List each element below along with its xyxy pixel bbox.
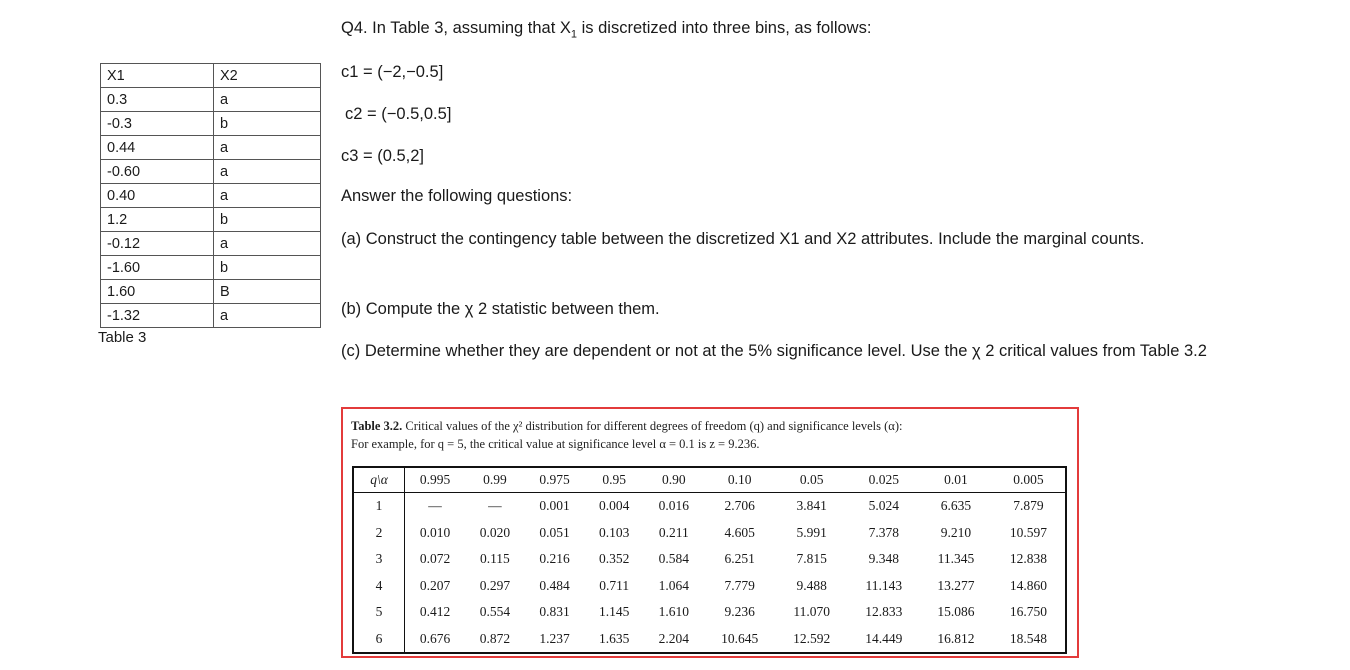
table-3-caption: Table 3 bbox=[98, 329, 147, 346]
table-row bbox=[353, 520, 1066, 547]
alpha-header: 0.01 bbox=[920, 467, 992, 493]
critical-value-cell: 0.216 bbox=[539, 551, 570, 567]
critical-value-cell: 0.831 bbox=[539, 604, 570, 620]
part-a: (a) Construct the contingency table between the discretized X1 and X2 attributes. Include the marginal counts. bbox=[341, 230, 1145, 248]
x2-cell: b bbox=[214, 208, 321, 232]
degrees-of-freedom-cell: 3 bbox=[353, 546, 405, 573]
degrees-of-freedom-cell: 2 bbox=[353, 520, 405, 547]
critical-value-cell: 10.645 bbox=[721, 630, 759, 646]
x1-cell: 0.3 bbox=[101, 88, 214, 112]
critical-value-cell: 16.750 bbox=[1009, 604, 1048, 620]
table-row bbox=[353, 573, 1066, 600]
table-3-body bbox=[101, 64, 321, 328]
bin-1: c1 = (−2,−0.5] bbox=[341, 63, 444, 81]
table-3-header-1: X1 bbox=[101, 64, 214, 88]
critical-value-cell: 1.610 bbox=[658, 604, 689, 620]
critical-value-cell: — bbox=[488, 498, 502, 514]
critical-value-cell: 5.024 bbox=[868, 498, 899, 514]
critical-value-cell: 0.001 bbox=[539, 498, 570, 514]
critical-value-cell: 0.676 bbox=[419, 630, 451, 646]
critical-value-cell: 0.554 bbox=[479, 604, 511, 620]
table-3-header-row bbox=[101, 64, 321, 88]
critical-values-header-row bbox=[353, 467, 1066, 493]
critical-value-cell: 0.711 bbox=[599, 577, 630, 593]
critical-values-figure bbox=[341, 407, 1079, 658]
critical-value-cell: 5.991 bbox=[796, 524, 827, 540]
table-3-header-2: X2 bbox=[214, 64, 321, 88]
table-row bbox=[101, 136, 321, 160]
critical-value-cell: 0.872 bbox=[479, 630, 511, 646]
x2-cell: a bbox=[214, 184, 321, 208]
alpha-header: 0.025 bbox=[848, 467, 920, 493]
critical-value-cell: 11.143 bbox=[865, 577, 903, 593]
critical-value-cell: 15.086 bbox=[937, 604, 975, 620]
bin-3: c3 = (0.5,2] bbox=[341, 147, 425, 165]
critical-value-cell: 12.833 bbox=[865, 604, 903, 620]
critical-value-cell: 4.605 bbox=[724, 524, 755, 540]
critical-value-cell: 0.004 bbox=[598, 498, 630, 514]
table-row bbox=[353, 546, 1066, 573]
alpha-header: 0.995 bbox=[405, 467, 466, 493]
critical-value-cell: 9.210 bbox=[940, 524, 972, 540]
critical-value-cell: 1.145 bbox=[598, 604, 630, 620]
table-row bbox=[353, 626, 1066, 654]
critical-values-body bbox=[353, 493, 1066, 654]
table-row bbox=[101, 304, 321, 328]
table-row bbox=[101, 280, 321, 304]
question-heading-sub: 1 bbox=[570, 28, 578, 41]
critical-value-cell: 1.064 bbox=[658, 577, 689, 593]
degrees-of-freedom-cell: 5 bbox=[353, 599, 405, 626]
critical-value-cell: — bbox=[428, 498, 442, 514]
question-heading bbox=[341, 15, 871, 48]
critical-value-cell: 0.584 bbox=[658, 551, 689, 567]
critical-value-cell: 2.204 bbox=[658, 630, 689, 646]
x1-cell: -0.3 bbox=[101, 112, 214, 136]
alpha-header: 0.10 bbox=[704, 467, 776, 493]
critical-value-cell: 0.115 bbox=[479, 551, 510, 567]
critical-values-table bbox=[352, 466, 1067, 654]
critical-value-cell: 10.597 bbox=[1009, 524, 1048, 540]
caption-line-2: For example, for q = 5, the critical value at significance level α = 0.1 is z = 9.236. bbox=[351, 437, 760, 451]
bin-2: c2 = (−0.5,0.5] bbox=[345, 105, 452, 123]
critical-value-cell: 11.070 bbox=[793, 604, 831, 620]
table-row bbox=[101, 208, 321, 232]
critical-value-cell: 0.051 bbox=[539, 524, 570, 540]
x2-cell: a bbox=[214, 304, 321, 328]
critical-value-cell: 6.251 bbox=[724, 551, 755, 567]
critical-value-cell: 0.072 bbox=[419, 551, 451, 567]
critical-value-cell: 3.841 bbox=[796, 498, 827, 514]
degrees-of-freedom-cell: 6 bbox=[353, 626, 405, 654]
critical-value-cell: 7.779 bbox=[724, 577, 755, 593]
critical-value-cell: 16.812 bbox=[937, 630, 975, 646]
x1-cell: 0.44 bbox=[101, 136, 214, 160]
critical-value-cell: 6.635 bbox=[940, 498, 972, 514]
x2-cell: B bbox=[214, 280, 321, 304]
critical-value-cell: 11.345 bbox=[937, 551, 975, 567]
x2-cell: a bbox=[214, 136, 321, 160]
degrees-of-freedom-cell: 1 bbox=[353, 493, 405, 520]
table-row bbox=[101, 256, 321, 280]
critical-value-cell: 18.548 bbox=[1009, 630, 1048, 646]
part-c: (c) Determine whether they are dependent or not at the 5% significance level. Use the χ 2 critical values from Table 3.2 bbox=[341, 342, 1207, 360]
question-heading-post: is discretized into three bins, as follows: bbox=[577, 19, 872, 37]
table-row bbox=[101, 112, 321, 136]
table-row bbox=[101, 88, 321, 112]
x1-cell: 1.60 bbox=[101, 280, 214, 304]
critical-value-cell: 9.348 bbox=[868, 551, 899, 567]
critical-value-cell: 9.488 bbox=[796, 577, 827, 593]
critical-value-cell: 1.635 bbox=[598, 630, 630, 646]
x1-cell: -1.32 bbox=[101, 304, 214, 328]
table-row bbox=[101, 184, 321, 208]
critical-value-cell: 0.207 bbox=[419, 577, 451, 593]
x2-cell: a bbox=[214, 88, 321, 112]
x1-cell: -1.60 bbox=[101, 256, 214, 280]
x1-cell: 0.40 bbox=[101, 184, 214, 208]
x1-cell: 1.2 bbox=[101, 208, 214, 232]
x2-cell: b bbox=[214, 256, 321, 280]
part-b: (b) Compute the χ 2 statistic between them. bbox=[341, 300, 660, 318]
corner-header: q\α bbox=[353, 467, 405, 493]
critical-value-cell: 7.815 bbox=[796, 551, 827, 567]
x2-cell: b bbox=[214, 112, 321, 136]
alpha-header: 0.05 bbox=[776, 467, 848, 493]
critical-value-cell: 9.236 bbox=[724, 604, 755, 620]
alpha-header: 0.99 bbox=[465, 467, 525, 493]
critical-value-cell: 0.103 bbox=[598, 524, 630, 540]
critical-value-cell: 0.484 bbox=[539, 577, 570, 593]
critical-values-caption bbox=[351, 417, 1071, 453]
table-row bbox=[101, 232, 321, 256]
table-row bbox=[353, 599, 1066, 626]
question-heading-pre: Q4. In Table 3, assuming that X bbox=[341, 19, 571, 37]
x2-cell: a bbox=[214, 160, 321, 184]
critical-value-cell: 0.297 bbox=[479, 577, 511, 593]
alpha-header: 0.95 bbox=[584, 467, 644, 493]
critical-value-cell: 14.860 bbox=[1009, 577, 1048, 593]
alpha-header: 0.90 bbox=[644, 467, 704, 493]
critical-value-cell: 7.378 bbox=[868, 524, 899, 540]
critical-value-cell: 2.706 bbox=[724, 498, 755, 514]
critical-value-cell: 0.010 bbox=[419, 524, 451, 540]
table-row bbox=[353, 493, 1066, 520]
table-row bbox=[101, 160, 321, 184]
critical-value-cell: 1.237 bbox=[539, 630, 570, 646]
critical-value-cell: 0.016 bbox=[658, 498, 689, 514]
table-3 bbox=[100, 63, 321, 328]
critical-value-cell: 14.449 bbox=[865, 630, 903, 646]
caption-line-1: Critical values of the χ² distribution for different degrees of freedom (q) and significance levels (α): bbox=[405, 419, 903, 433]
critical-value-cell: 0.020 bbox=[479, 524, 511, 540]
critical-value-cell: 12.838 bbox=[1009, 551, 1048, 567]
critical-value-cell: 7.879 bbox=[1013, 498, 1044, 514]
caption-label: Table 3.2. bbox=[351, 419, 403, 433]
degrees-of-freedom-cell: 4 bbox=[353, 573, 405, 600]
x1-cell: -0.60 bbox=[101, 160, 214, 184]
critical-value-cell: 12.592 bbox=[793, 630, 831, 646]
alpha-header: 0.005 bbox=[992, 467, 1066, 493]
critical-value-cell: 0.352 bbox=[598, 551, 630, 567]
alpha-header: 0.975 bbox=[525, 467, 585, 493]
x2-cell: a bbox=[214, 232, 321, 256]
critical-value-cell: 0.211 bbox=[658, 524, 689, 540]
critical-value-cell: 0.412 bbox=[419, 604, 451, 620]
prompt-text: Answer the following questions: bbox=[341, 187, 573, 205]
x1-cell: -0.12 bbox=[101, 232, 214, 256]
critical-value-cell: 13.277 bbox=[937, 577, 975, 593]
